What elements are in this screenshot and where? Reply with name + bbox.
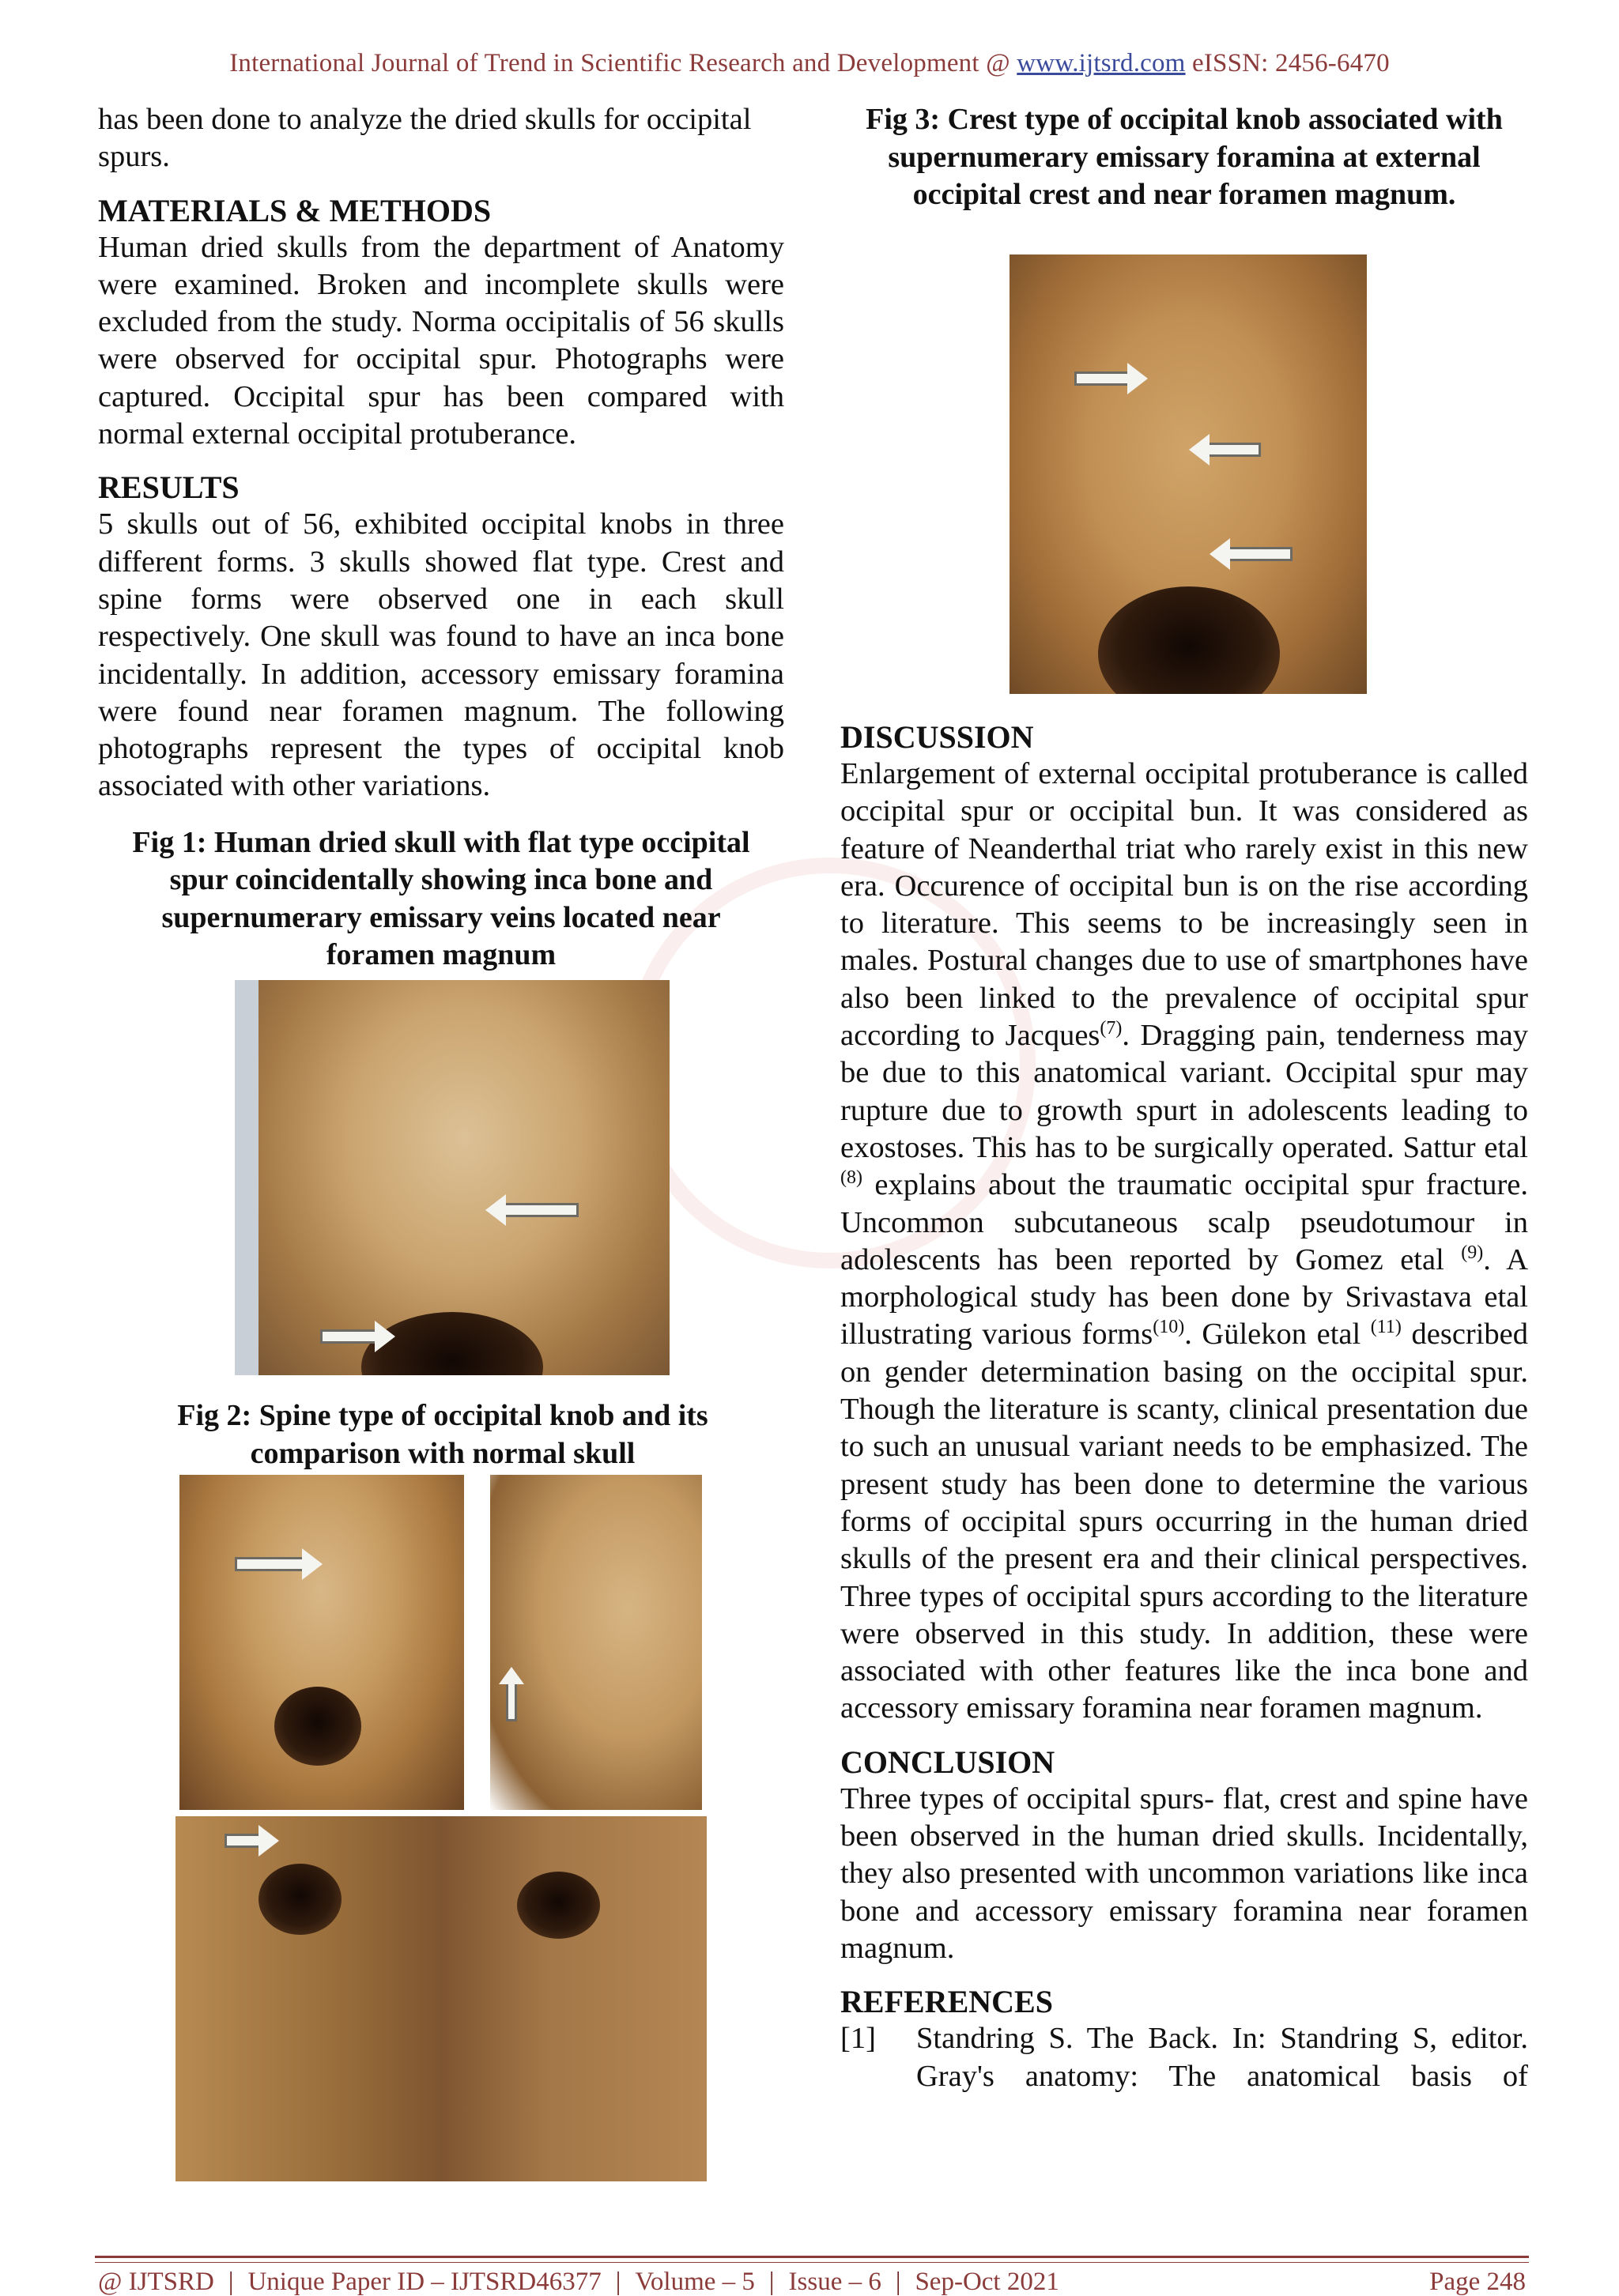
footer-separator: | xyxy=(895,2268,901,2296)
footer-rule-thin xyxy=(95,2262,1529,2263)
footer-journal: @ IJTSRD xyxy=(98,2268,214,2296)
reference-item-1 xyxy=(840,2020,1528,2095)
discussion-text-1: Enlargement of external occipital protuberance is called occipital spur or occipital bun. It was considered as feature of Neanderthal triat who rarely exist in this new era. Occurence of occipital bun is on the rise according to literature. This seems to be increasingly seen in males. Postural changes due to use of smartphones have also been linked to the prevalence of occipital spur according to Jacques xyxy=(840,757,1528,1053)
intro-paragraph: has been done to analyze the dried skulls for occipital spurs. xyxy=(98,103,752,174)
references-heading: REFERENCES xyxy=(840,1984,1053,2020)
foramen-magnum-right-skull xyxy=(517,1872,600,1939)
fig2-inferior-view-skulls-photo xyxy=(175,1816,707,2181)
fig2-normal-skull-lateral-photo xyxy=(490,1475,702,1810)
foramen-magnum xyxy=(1098,586,1280,694)
foramen-magnum xyxy=(274,1687,361,1766)
results-heading: RESULTS xyxy=(98,469,240,506)
arrow-pointing-spine-type-knob xyxy=(235,1557,304,1571)
arrow-pointing-crest-upper xyxy=(1074,371,1130,386)
arrow-pointing-emissary-foramina xyxy=(1228,547,1293,561)
header-issn: eISSN: 2456-6470 xyxy=(1185,49,1390,77)
footer-rule-thick xyxy=(95,2256,1529,2258)
footer-issue: Issue – 6 xyxy=(788,2268,881,2296)
materials-methods-heading: MATERIALS & METHODS xyxy=(98,192,492,228)
discussion-text-5: . Gülekon etal xyxy=(1184,1318,1371,1352)
citation-11: (11) xyxy=(1370,1317,1402,1338)
conclusion-paragraph: Three types of occipital spurs- flat, crest and spine have been observed in the human dried skulls. Incidentally, they also presented with uncommon variations like inca bone and accessory emissary foramina near foramen magnum. xyxy=(840,1781,1528,1965)
running-header xyxy=(0,49,1619,78)
footer-volume: Volume – 5 xyxy=(635,2268,755,2296)
footer-date: Sep-Oct 2021 xyxy=(915,2268,1059,2296)
citation-10: (10) xyxy=(1153,1317,1185,1338)
footer-separator: | xyxy=(768,2268,775,2296)
discussion-text-3: explains about the traumatic occipital spur fracture. Uncommon subcutaneous scalp pseudotumour in adolescents has been reported by Gomez etal xyxy=(840,1168,1528,1276)
materials-methods-paragraph: Human dried skulls from the department of Anatomy were examined. Broken and incomplete skulls were excluded from the study. Norma occipitalis of 56 skulls were observed for occipital spur. Photographs were captured. Occipital spur has been compared with normal external occipital protuberance. xyxy=(98,230,784,451)
arrow-pointing-crest-middle xyxy=(1207,443,1261,457)
foramen-magnum-left-skull xyxy=(259,1864,342,1935)
fig1-skull-photo xyxy=(235,980,670,1375)
citation-8: (8) xyxy=(840,1167,862,1189)
arrow-pointing-emissary-foramen xyxy=(320,1329,377,1344)
reference-text: Standring S. The Back. In: Standring S, editor. Gray's anatomy: The anatomical basis of xyxy=(916,2022,1528,2093)
header-journal-name: International Journal of Trend in Scientific Research and Development @ xyxy=(229,49,1017,77)
fig2-spine-type-skull-photo xyxy=(179,1475,464,1810)
discussion-paragraph xyxy=(840,756,1528,1728)
footer-separator: | xyxy=(228,2268,234,2296)
fig3-crest-type-skull-photo xyxy=(1010,254,1367,694)
left-column xyxy=(98,101,784,975)
right-column-text xyxy=(840,718,1528,2095)
discussion-text-2: . Dragging pain, tenderness may be due to this anatomical variant. Occipital spur may rupture due to growth spurt in adolescents leading to exostoses. This has to be surgically operated. Sattur etal xyxy=(840,1019,1528,1164)
fig1-caption: Fig 1: Human dried skull with flat type occipital spur coincidentally showing inca bone and supernumerary emissary veins located near foramen magnum xyxy=(132,825,750,972)
page-footer xyxy=(98,2268,1526,2296)
citation-7: (7) xyxy=(1100,1018,1123,1039)
arrow-pointing-occipital-spur xyxy=(504,1203,579,1217)
citation-9: (9) xyxy=(1461,1242,1484,1264)
fig2-caption: Fig 2: Spine type of occipital knob and its comparison with normal skull xyxy=(177,1399,708,1470)
discussion-heading: DISCUSSION xyxy=(840,719,1034,755)
arrow-pointing-external-occipital-protuberance xyxy=(506,1682,517,1721)
right-column xyxy=(840,101,1528,214)
reference-number: [1] xyxy=(840,2022,876,2056)
discussion-text-6: described on gender determination basing on the occipital spur. Though the literature is scanty, clinical presentation due to such an unusual variant needs to be emphasized. The present study has been done to determine the various forms of occipital spurs occurring in the human dried skulls of the present era and their clinical perspectives. Three types of occipital spurs according to the literature were observed in this study. In addition, these were associated with other features like the inca bone and accessory emissary foramina near foramen magnum. xyxy=(840,1318,1529,1725)
footer-page-number: Page 248 xyxy=(1429,2268,1526,2296)
discussion-text-4: . A morphological study has been done by Srivastava etal illustrating various forms xyxy=(840,1242,1529,1352)
conclusion-heading: CONCLUSION xyxy=(840,1744,1055,1780)
footer-paper-id: Unique Paper ID – IJTSRD46377 xyxy=(247,2268,602,2296)
journal-website-link[interactable]: www.ijtsrd.com xyxy=(1017,49,1186,77)
arrow-pointing-spine-inferior xyxy=(225,1834,261,1848)
footer-separator: | xyxy=(615,2268,621,2296)
fig3-caption: Fig 3: Crest type of occipital knob associated with supernumerary emissary foramina at external occipital crest and near foramen magnum. xyxy=(866,103,1503,211)
results-paragraph: 5 skulls out of 56, exhibited occipital knobs in three different forms. 3 skulls showed flat type. Crest and spine forms were observed one in each skull respectively. One skull was found to have an inca bone incidentally. In addition, accessory emissary foramina were found near foramen magnum. The following photographs represent the types of occipital knob associated with other variations. xyxy=(98,507,784,803)
